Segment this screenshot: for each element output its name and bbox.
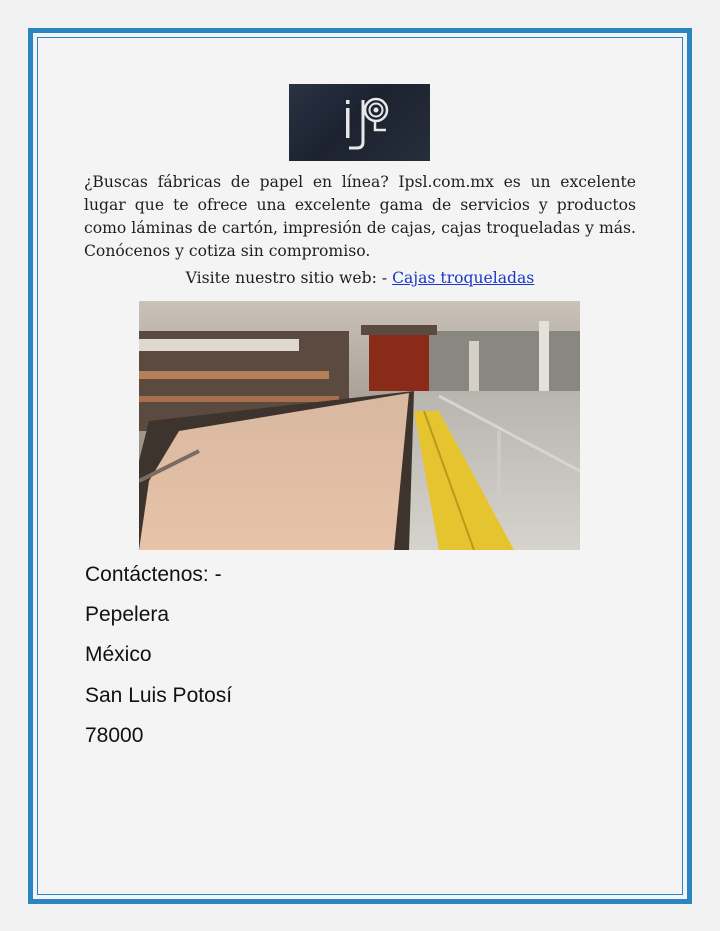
contact-heading: Contáctenos: - [85,563,222,586]
visit-prefix: Visite nuestro sitio web: - [185,269,393,287]
contact-line-country: México [85,643,152,666]
visit-line [0,269,720,287]
logo-mark [289,84,430,161]
contact-line-company: Pepelera [85,603,170,626]
intro-paragraph: ¿Buscas fábricas de papel en línea? Ipsl.com.mx es un excelente lugar que te ofrece una excelente gama de servicios y productos como láminas de cartón, impresión de cajas, cajas troqueladas y más. Conócenos y cotiza sin compromiso. [84,173,636,260]
cajas-troqueladas-link[interactable]: Cajas troqueladas [392,269,535,287]
contact-line-city: San Luis Potosí [85,684,233,707]
company-logo [289,84,430,161]
contact-line-zip: 78000 [85,724,144,747]
factory-photo [139,301,580,550]
paper-factory-photo-icon [139,301,580,550]
